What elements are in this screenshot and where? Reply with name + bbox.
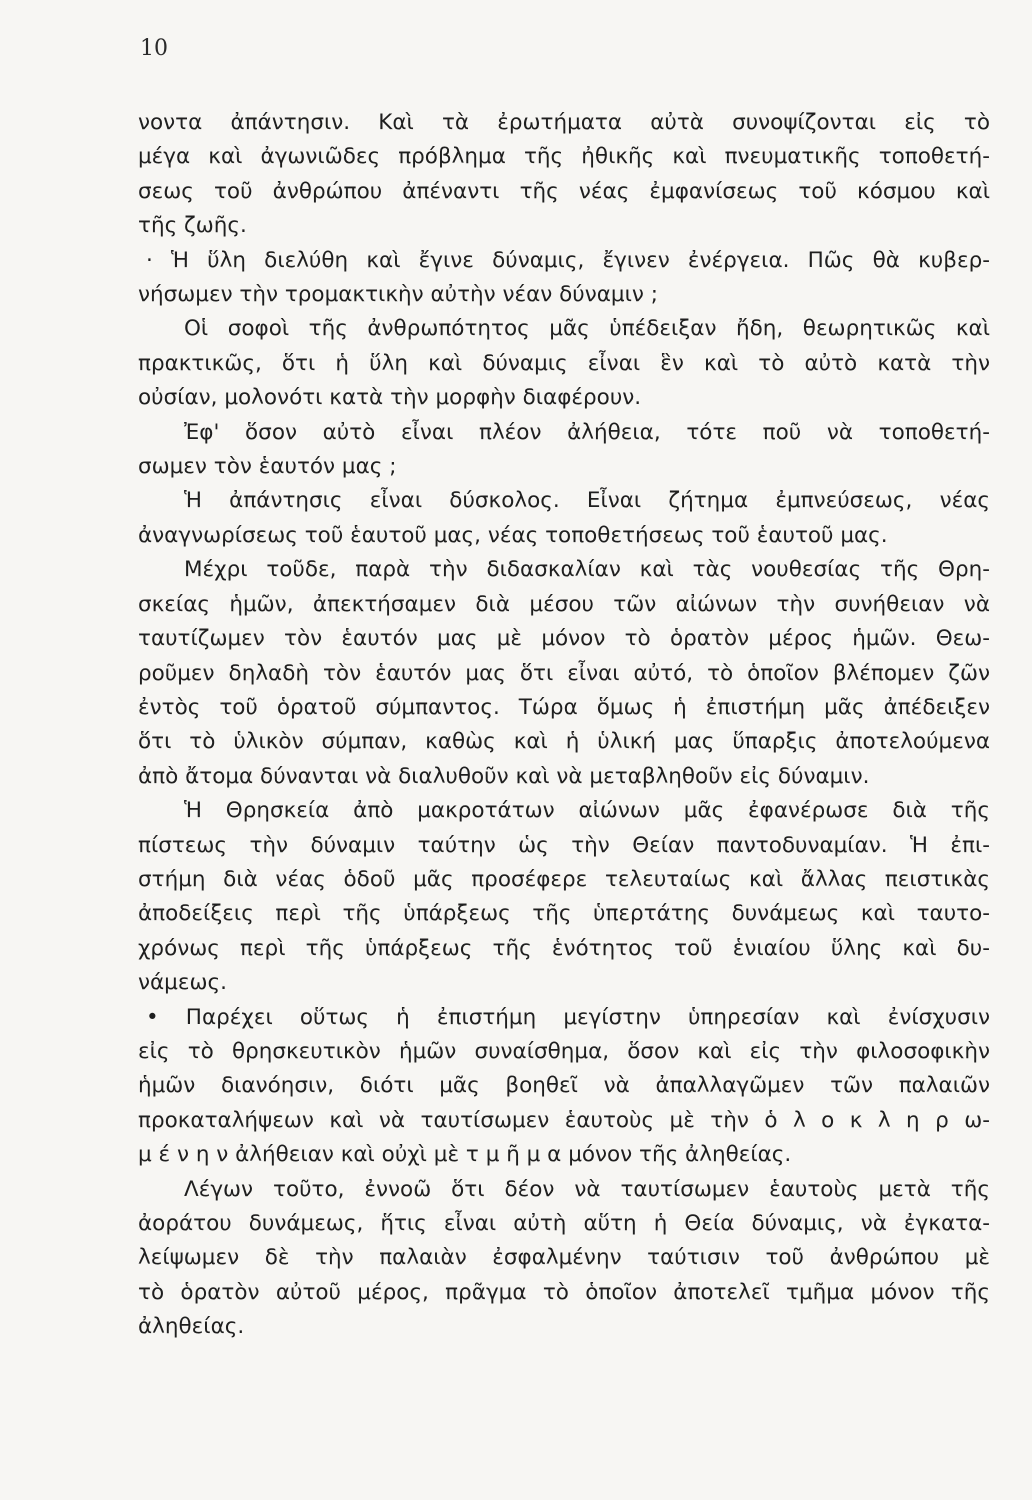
page-number: 10 (140, 36, 168, 61)
text-line: μέγα καὶ ἀγωνιῶδες πρόβλημα τῆς ἠθικῆς καὶ πνευματικῆς τοποθετή- (138, 144, 990, 170)
text-line: πρακτικῶς, ὅτι ἡ ὕλη καὶ δύναμις εἶναι ἓν καὶ τὸ αὐτὸ κατὰ τὴν (138, 350, 990, 376)
text-line: σωμεν τὸν ἑαυτόν μας ; (138, 454, 397, 480)
text-line: ἀποδείξεις περὶ τῆς ὑπάρξεως τῆς ὑπερτάτης δυνάμεως καὶ ταυτο- (138, 901, 990, 927)
text-line: νήσωμεν τὴν τρομακτικὴν αὐτὴν νέαν δύναμιν ; (138, 282, 658, 308)
text-line: χρόνως περὶ τῆς ὑπάρξεως τῆς ἑνότητος τοῦ ἑνιαίου ὕλης καὶ δυ- (138, 935, 990, 961)
text-line: σεως τοῦ ἀνθρώπου ἀπέναντι τῆς νέας ἐμφανίσεως τοῦ κόσμου καὶ (138, 178, 990, 204)
text-line: Μέχρι τοῦδε, παρὰ τὴν διδασκαλίαν καὶ τὰς νουθεσίας τῆς Θρη- (184, 557, 990, 583)
text-line: • Παρέχει οὕτως ἡ ἐπιστήμη μεγίστην ὑπηρεσίαν καὶ ἐνίσχυσιν (146, 1004, 990, 1030)
text-line: σκείας ἡμῶν, ἀπεκτήσαμεν διὰ μέσου τῶν αἰώνων τὴν συνήθειαν νὰ (138, 591, 990, 617)
text-line: τὸ ὁρατὸν αὐτοῦ μέρος, πρᾶγμα τὸ ὁποῖον ἀποτελεῖ τμῆμα μόνον τῆς (138, 1279, 990, 1305)
text-line: νάμεως. (138, 970, 227, 996)
text-line: ὅτι τὸ ὑλικὸν σύμπαν, καθὼς καὶ ἡ ὑλική μας ὕπαρξις ἀποτελούμενα (138, 729, 990, 755)
text-line: πίστεως τὴν δύναμιν ταύτην ὡς τὴν Θείαν παντοδυναμίαν. Ἡ ἐπι- (138, 832, 990, 858)
body-text (138, 106, 990, 1345)
text-line: ἡμῶν διανόησιν, διότι μᾶς βοηθεῖ νὰ ἀπαλλαγῶμεν τῶν παλαιῶν (138, 1073, 990, 1099)
text-line: ταυτίζωμεν τὸν ἑαυτόν μας μὲ μόνον τὸ ὁρατὸν μέρος ἡμῶν. Θεω- (138, 626, 990, 652)
text-line: ἀναγνωρίσεως τοῦ ἑαυτοῦ μας, νέας τοποθετήσεως τοῦ ἑαυτοῦ μας. (138, 522, 888, 548)
text-line: εἰς τὸ θρησκευτικὸν ἡμῶν συναίσθημα, ὅσον καὶ εἰς τὴν φιλοσοφικὴν (138, 1038, 990, 1064)
text-line: · Ἡ ὕλη διελύθη καὶ ἔγινε δύναμις, ἔγινεν ἐνέργεια. Πῶς θὰ κυβερ- (146, 247, 990, 273)
text-line: ἀοράτου δυνάμεως, ἥτις εἶναι αὐτὴ αὕτη ἡ Θεία δύναμις, νὰ ἐγκατα- (138, 1211, 990, 1236)
text-line: οὐσίαν, μολονότι κατὰ τὴν μορφὴν διαφέρουν. (138, 385, 642, 411)
text-line: λείψωμεν δὲ τὴν παλαιὰν ἐσφαλμένην ταύτισιν τοῦ ἀνθρώπου μὲ (138, 1245, 990, 1271)
text-line: μ έ ν η ν ἀλήθειαν καὶ οὐχὶ μὲ τ μ ῆ μ α μόνον τῆς ἀληθείας. (138, 1142, 792, 1168)
text-line: ἀληθείας. (138, 1314, 245, 1340)
text-line: προκαταλήψεων καὶ νὰ ταυτίσωμεν ἑαυτοὺς μὲ τὴν ὁ λ ο κ λ η ρ ω- (138, 1107, 990, 1133)
text-line: Ἡ ἀπάντησις εἶναι δύσκολος. Εἶναι ζήτημα ἐμπνεύσεως, νέας (184, 488, 990, 514)
text-line: Λέγων τοῦτο, ἐννοῶ ὅτι δέον νὰ ταυτίσωμεν ἑαυτοὺς μετὰ τῆς (184, 1176, 990, 1202)
text-line: ροῦμεν δηλαδὴ τὸν ἑαυτόν μας ὅτι εἶναι αὐτό, τὸ ὁποῖον βλέπομεν ζῶν (138, 660, 990, 686)
text-line: Ἡ Θρησκεία ἀπὸ μακροτάτων αἰώνων μᾶς ἐφανέρωσε διὰ τῆς (184, 798, 990, 824)
text-line: τῆς ζωῆς. (138, 213, 247, 239)
text-line: ἐντὸς τοῦ ὁρατοῦ σύμπαντος. Τώρα ὅμως ἡ ἐπιστήμη μᾶς ἀπέδειξεν (138, 694, 990, 720)
text-line: νοντα ἀπάντησιν. Καὶ τὰ ἐρωτήματα αὐτὰ συνοψίζονται εἰς τὸ (138, 110, 990, 135)
text-line: Οἱ σοφοὶ τῆς ἀνθρωπότητος μᾶς ὑπέδειξαν ἤδη, θεωρητικῶς καὶ (184, 316, 990, 342)
text-line: στήμη διὰ νέας ὁδοῦ μᾶς προσέφερε τελευταίως καὶ ἄλλας πειστικὰς (138, 866, 990, 892)
text-line: ἀπὸ ἄτομα δύνανται νὰ διαλυθοῦν καὶ νὰ μεταβληθοῦν εἰς δύναμιν. (138, 763, 870, 789)
text-line: Ἐφ' ὅσον αὐτὸ εἶναι πλέον ἀλήθεια, τότε ποῦ νὰ τοποθετή- (184, 419, 990, 445)
